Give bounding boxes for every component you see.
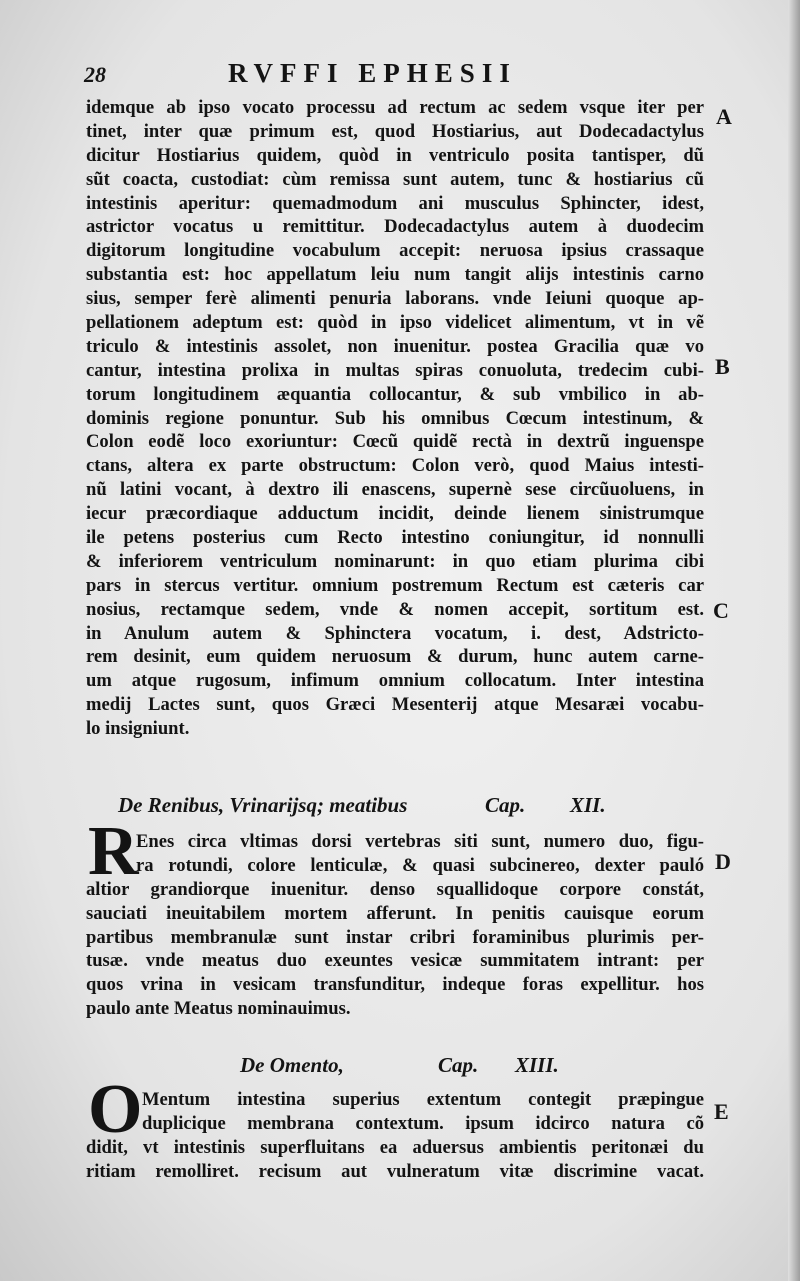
chapter-13-paragraph: [86, 1088, 704, 1184]
text-line: idemque ab ipso vocato processu ad rectum ac sedem vsque iter per: [86, 97, 704, 118]
chapter-12-dropcap: R: [88, 813, 139, 890]
chapter-12-cap-number: XII.: [570, 793, 606, 817]
text-line: dominis regione ponuntur. Sub his omnibus Cœcum intestinum, &: [86, 407, 704, 429]
text-line: paulo ante Meatus nominauimus.: [86, 998, 351, 1020]
text-line: ctans, altera ex parte obstructum: Colon verò, quod Maius intesti-: [86, 455, 704, 477]
text-line: cantur, intestina prolixa in multas spiras conuoluta, tredecim cubi-: [86, 359, 704, 381]
text-line: ile petens posterius cum Recto intestino coniungitur, id nonnulli: [86, 527, 704, 549]
text-line: didit, vt intestinis superfluitans ea aduersus ambientis peritonæi du: [86, 1136, 704, 1158]
text-line: substantia est: hoc appellatum leiu num tangit alijs intestinis carno: [86, 264, 704, 286]
text-line: medij Lactes sunt, quos Græci Mesenterij atque Mesaræi vocabu-: [86, 694, 704, 716]
continuation-paragraph: [86, 96, 704, 741]
text-line: & inferiorem ventriculum nominarunt: in quo etiam plurima cibi: [86, 550, 704, 572]
margin-letter-e: E: [714, 1099, 729, 1124]
text-line: digitorum longitudine vocabulum accepit: neruosa ipsius crassaque: [86, 240, 704, 262]
text-line: quos vrina in vesicam transfunditur, indeque foras expellitur. hos: [86, 974, 704, 996]
text-line: altior grandiorque inuenitur. denso squallidoque corpore constát,: [86, 878, 704, 900]
text-line: ra rotundi, colore lenticulæ, & quasi subcinereo, dexter pauló: [136, 854, 704, 876]
text-line: pellationem adeptum est: quòd in ipso videlicet alimentum, vt in vẽ: [86, 312, 704, 334]
text-line: nosius, rectamque sedem, vnde & nomen accepit, sortitum est.: [86, 598, 704, 620]
text-line: nũ latini vocant, à dextro ili enascens, supernè sese circũuoluens, in: [86, 479, 704, 501]
text-line: iecur præcordiaque adductum incidit, deinde lienem sinistrumque: [86, 503, 704, 525]
text-line: rem desinit, eum quidem neruosum & durum, hunc autem carne-: [86, 646, 704, 668]
margin-letter-a: A: [716, 104, 732, 129]
text-line: torum longitudinem æquantia collocantur, & sub vmbilico in ab-: [86, 383, 704, 405]
text-line: duplicique membrana contextum. ipsum idcirco natura cõ: [142, 1112, 704, 1134]
text-line: dicitur Hostiarius quidem, quòd in ventriculo posita tantisper, dũ: [86, 144, 704, 166]
text-line: pars in stercus vertitur. omnium postremum Rectum est cæteris car: [86, 574, 704, 596]
chapter-13-title: De Omento,: [240, 1053, 344, 1077]
text-line: astrictor vocatus u remittitur. Dodecadactylus autem à duodecim: [86, 216, 704, 238]
margin-letter-c: C: [713, 598, 729, 623]
margin-letter-d: D: [715, 849, 731, 874]
text-line: sauciati ineuitabilem mortem afferunt. In penitis cauisque eorum: [86, 902, 704, 924]
text-line: triculo & intestinis assolet, non inuenitur. postea Gracilia quæ vo: [86, 335, 704, 357]
text-line: partibus membranulæ sunt instar cribri foraminibus plurimis per-: [86, 926, 704, 948]
running-head: RVFFI EPHESII: [228, 58, 517, 88]
chapter-13-cap-label: Cap.: [438, 1053, 479, 1077]
text-line: sũt coacta, custodiat: cùm remissa sunt autem, tunc & hostiarius cũ: [86, 168, 704, 190]
chapter-13-dropcap: O: [88, 1071, 143, 1148]
text-line: Mentum intestina superius extentum contegit præpingue: [142, 1089, 704, 1110]
text-line: tusæ. vnde meatus duo exeuntes vesicæ summitatem intrant: per: [86, 950, 704, 972]
text-line: sius, semper ferè alimenti penuria laborans. vnde Ieiuni quoque ap-: [86, 288, 704, 310]
page-number: 28: [84, 62, 106, 87]
margin-letter-b: B: [715, 354, 730, 379]
text-line: um atque rugosum, infimum omnium collocatum. Inter intestina: [86, 670, 704, 692]
chapter-12-paragraph: [86, 830, 704, 1021]
text-line: lo insigniunt.: [86, 718, 190, 740]
chapter-12-title: De Renibus, Vrinarijsq; meatibus: [118, 793, 408, 817]
text-line: in Anulum autem & Sphinctera vocatum, i. dest, Adstrictο-: [86, 622, 704, 644]
text-line: Colon eodẽ loco exoriuntur: Cœcũ quidẽ rectà in dextrũ inguenspe: [86, 431, 704, 453]
text-line: tinet, inter quæ primum est, quod Hostiarius, aut Dodecadactylus: [86, 120, 704, 142]
chapter-12-cap-label: Cap.: [485, 793, 526, 817]
text-line: Enes circa vltimas dorsi vertebras siti sunt, numero duo, figu-: [136, 831, 704, 852]
chapter-13-cap-number: XIII.: [515, 1053, 559, 1077]
text-line: intestinis aperitur: quemadmodum ani musculus Sphincter, idest,: [86, 192, 704, 214]
page-edge-shadow: [788, 0, 800, 1281]
text-line: ritiam remolliret. recisum aut vulneratum vitæ discrimine vacat.: [86, 1160, 704, 1182]
